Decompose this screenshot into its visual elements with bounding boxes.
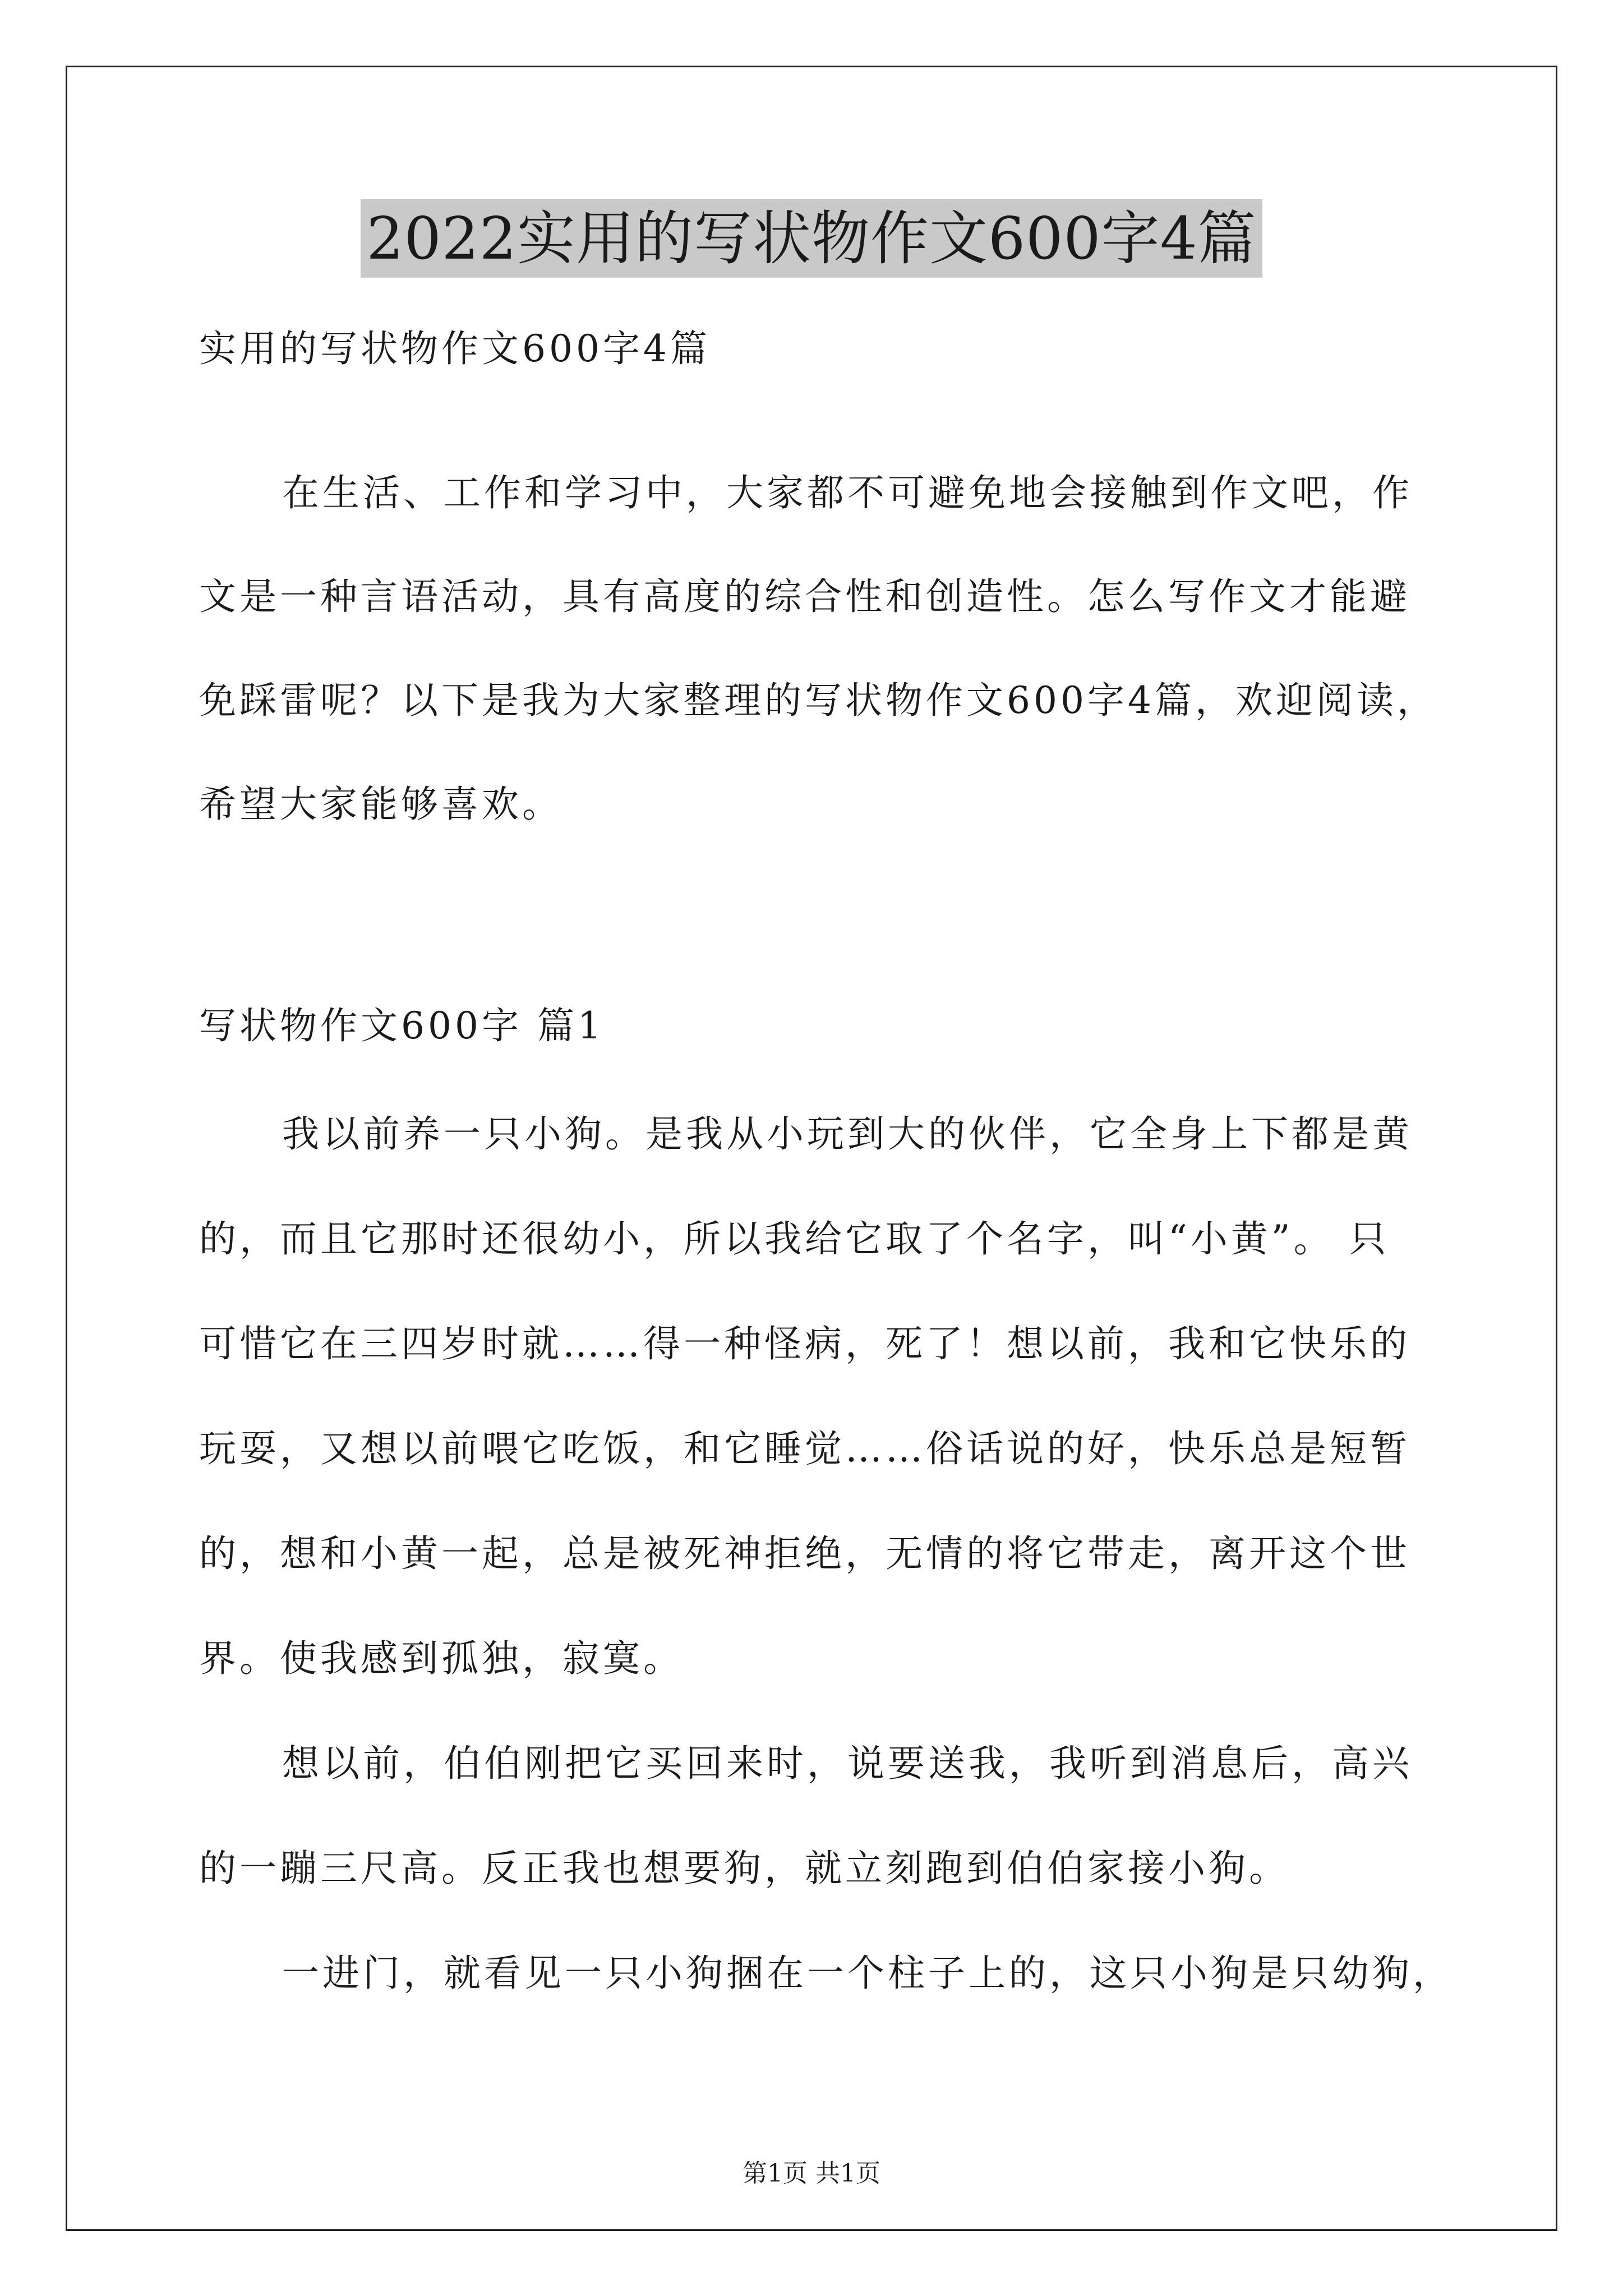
paragraph-line: 我以前养一只小狗。是我从小玩到大的伙伴，它全身上下都是黄 [282,1112,1413,1156]
intro-line: 文是一种言语活动，具有高度的综合性和创造性。怎么写作文才能避 [199,575,1410,618]
section-heading: 写状物作文600字 篇1 [199,1004,605,1047]
paragraph-line: 的，而且它那时还很幼小，所以我给它取了个名字，叫“小黄”。 只 [199,1217,1390,1260]
paragraph-line: 界。使我感到孤独，寂寞。 [199,1637,684,1680]
paragraph-line: 的一蹦三尺高。反正我也想要狗，就立刻跑到伯伯家接小狗。 [199,1847,1289,1890]
paragraph-line: 一进门，就看见一只小狗捆在一个柱子上的，这只小狗是只幼狗， [282,1952,1453,1995]
paragraph-line: 可惜它在三四岁时就……得一种怪病，死了！想以前，我和它快乐的 [199,1322,1410,1365]
intro-line: 希望大家能够喜欢。 [199,783,562,826]
document-subtitle: 实用的写状物作文600字4篇 [199,327,711,370]
intro-line: 免踩雷呢？以下是我为大家整理的写状物作文600字4篇，欢迎阅读， [199,679,1437,722]
page-number-footer: 第1页 共1页 [743,2159,880,2188]
paragraph-line: 玩耍，又想以前喂它吃饭，和它睡觉……俗话说的好，快乐总是短暂 [199,1427,1410,1470]
intro-line: 在生活、工作和学习中，大家都不可避免地会接触到作文吧，作 [282,471,1413,514]
paragraph-line: 的，想和小黄一起，总是被死神拒绝，无情的将它带走，离开这个世 [199,1532,1410,1575]
document-title: 2022实用的写状物作文600字4篇 [361,199,1262,278]
paragraph-line: 想以前，伯伯刚把它买回来时，说要送我，我听到消息后，高兴 [282,1742,1413,1785]
title-container [0,199,1623,278]
